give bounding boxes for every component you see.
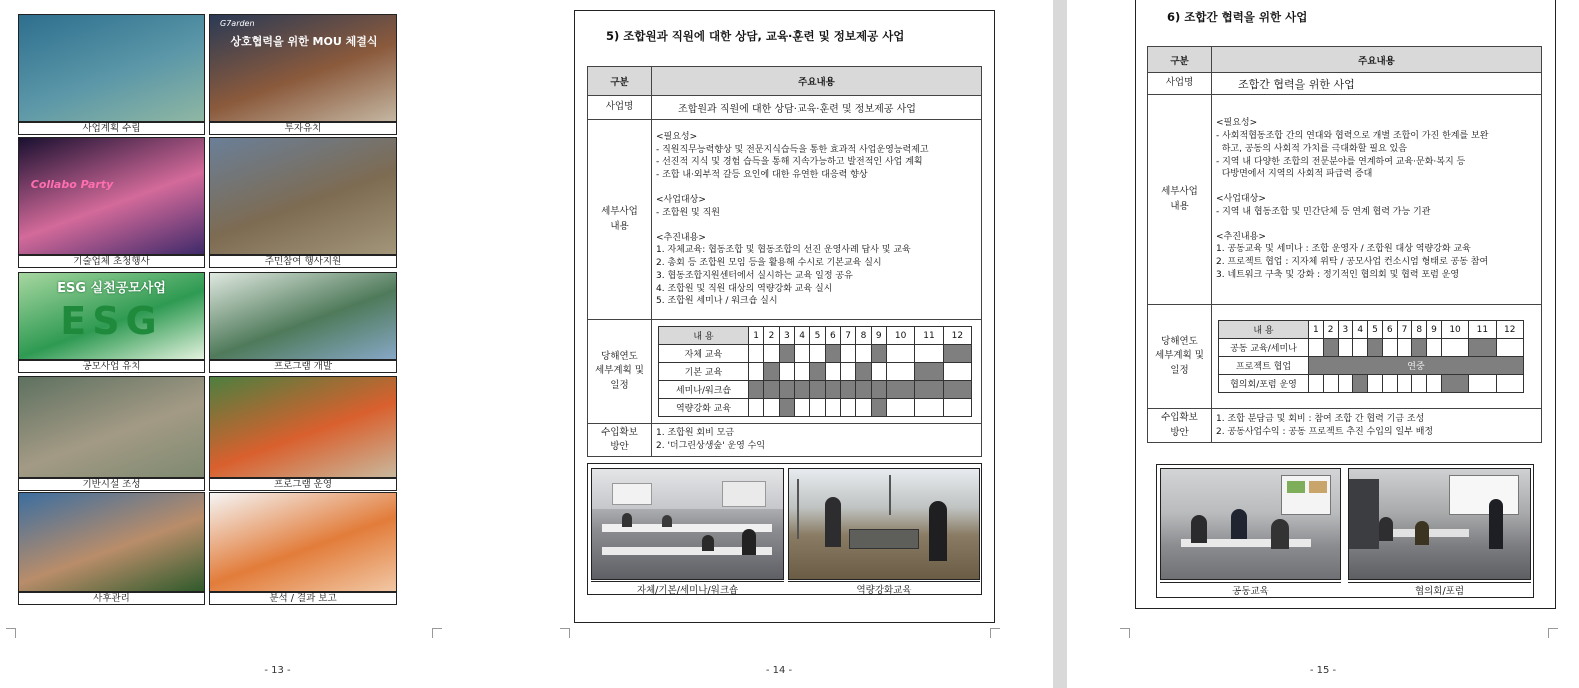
content-line: 1. 공동교육 및 세미나 : 조합 운영자 / 조합원 대상 역량강화 교육	[1216, 244, 1471, 255]
month-header: 1	[1309, 321, 1324, 339]
schedule-cell	[764, 345, 779, 363]
schedule-cell	[1382, 339, 1397, 357]
crop-mark	[1548, 628, 1558, 638]
row-label-income: 수입확보 방안	[588, 424, 652, 457]
schedule-cell	[856, 381, 871, 399]
schedule-item: 기본 교육	[659, 363, 749, 381]
row-label-plan: 당해연도 세부계획 및 일정	[588, 320, 652, 424]
schedule-table	[658, 326, 972, 417]
photo-classroom	[591, 468, 784, 580]
row-label-project: 사업명	[1148, 73, 1212, 95]
schedule-cell	[943, 381, 971, 399]
schedule-cell	[1382, 375, 1397, 393]
schedule-cell	[871, 381, 886, 399]
row-label-detail: 세부사업 내용	[588, 120, 652, 320]
schedule-item: 공동 교육/세미나	[1219, 339, 1309, 357]
crop-mark	[1120, 628, 1130, 638]
schedule-cell	[810, 363, 825, 381]
schedule-cell	[794, 381, 809, 399]
schedule-cell	[749, 381, 764, 399]
detail-content	[652, 120, 982, 320]
schedule-cell	[749, 345, 764, 363]
photo	[209, 272, 397, 360]
schedule-item: 자체 교육	[659, 345, 749, 363]
month-header: 8	[1412, 321, 1427, 339]
content-line: 5. 조합원 세미나 / 워크숍 실시	[656, 296, 778, 307]
month-header: 9	[1427, 321, 1442, 339]
photo	[18, 14, 205, 122]
month-header: 6	[1382, 321, 1397, 339]
income-content	[1212, 409, 1542, 443]
month-header: 5	[1368, 321, 1383, 339]
schedule-cell	[1412, 375, 1427, 393]
photo-caption: 공동교육	[1160, 582, 1341, 596]
content-line: <추진내용>	[656, 232, 706, 243]
business-table	[1147, 46, 1542, 443]
schedule-cell	[1496, 375, 1523, 393]
schedule-cell	[943, 399, 971, 417]
content-line: <필요성>	[1216, 118, 1258, 129]
content-line: 다방면에서 지역의 사회적 파급력 증대	[1216, 169, 1373, 180]
crop-mark	[990, 628, 1000, 638]
schedule-cell	[1427, 375, 1442, 393]
month-header: 4	[794, 327, 809, 345]
content-line: 1. 조합원 회비 모금	[656, 428, 735, 439]
schedule-cell	[840, 381, 855, 399]
schedule-cell	[779, 363, 794, 381]
month-header: 12	[943, 327, 971, 345]
schedule-cell	[1496, 339, 1523, 357]
schedule-cell	[915, 363, 943, 381]
content-line: 2. '더그린상생숲' 운영 수익	[656, 441, 766, 451]
schedule-item: 세미나/워크숍	[659, 381, 749, 399]
content-line: 3. 협동조합지원센터에서 실시하는 교육 일정 공유	[656, 270, 853, 281]
photo	[18, 137, 205, 255]
photo-caption: 주민참여 행사지원	[209, 255, 397, 268]
month-header: 7	[1397, 321, 1412, 339]
schedule-merged-cell: 연중	[1309, 357, 1524, 375]
col-header-category: 구분	[588, 67, 652, 96]
content-line: 2. 총회 등 조합원 모임 등을 활용해 수시로 기본교육 실시	[656, 258, 882, 269]
month-header: 10	[1441, 321, 1468, 339]
crop-mark	[432, 628, 442, 638]
project-name: 조합간 협력을 위한 사업	[1212, 73, 1542, 95]
schedule-cell	[764, 381, 779, 399]
photo	[18, 492, 205, 592]
schedule-cell	[1353, 339, 1368, 357]
photo-caption: 역량강화교육	[788, 581, 980, 594]
month-header: 2	[1323, 321, 1338, 339]
row-label-income: 수입확보 방안	[1148, 409, 1212, 443]
logo-text: G7arden	[220, 19, 255, 28]
schedule-cell	[794, 363, 809, 381]
schedule-cell	[840, 345, 855, 363]
section-heading: 6) 조합간 협력을 위한 사업	[1167, 10, 1308, 24]
content-line: <추진내용>	[1216, 231, 1266, 242]
col-header-content: 주요내용	[652, 67, 982, 96]
content-line: <사업대상>	[1216, 194, 1266, 205]
content-line: - 지역 내 다양한 조합의 전문분야를 연계하여 교육·문화·복지 등	[1216, 156, 1466, 167]
month-header: 7	[840, 327, 855, 345]
content-line	[1216, 219, 1537, 231]
photo-caption: 기술업체 초청행사	[18, 255, 205, 268]
schedule-cell	[794, 345, 809, 363]
content-line	[1216, 181, 1537, 193]
schedule-cell	[779, 399, 794, 417]
page-number: - 13 -	[264, 665, 291, 676]
project-name: 조합원과 직원에 대한 상담·교육·훈련 및 정보제공 사업	[652, 96, 982, 120]
photo-council-forum	[1348, 468, 1531, 580]
schedule-cell	[1427, 339, 1442, 357]
month-header: 1	[749, 327, 764, 345]
photo	[209, 14, 397, 122]
schedule-cell	[1441, 339, 1468, 357]
poster-big-text: ESG	[60, 299, 163, 343]
content-line	[656, 220, 977, 232]
schedule-cell	[1323, 339, 1338, 357]
month-header: 11	[1469, 321, 1496, 339]
schedule-cell	[886, 381, 914, 399]
banner-text: 상호협력을 위한 MOU 체결식	[230, 35, 378, 48]
month-header: 2	[764, 327, 779, 345]
schedule-cell	[871, 345, 886, 363]
content-line: - 선진적 지식 및 경험 습득을 통해 지속가능하고 발전적인 사업 계획	[656, 157, 923, 168]
schedule-cell	[915, 399, 943, 417]
photo	[209, 492, 397, 592]
schedule-cell	[871, 363, 886, 381]
schedule-item: 역량강화 교육	[659, 399, 749, 417]
page-number: - 15 -	[1309, 665, 1337, 676]
schedule-cell	[1469, 375, 1496, 393]
month-header: 10	[886, 327, 914, 345]
col-header-content: 주요내용	[1212, 47, 1542, 73]
photo-caption: 협의회/포럼	[1348, 582, 1531, 596]
schedule-cell	[1368, 339, 1383, 357]
month-header: 9	[871, 327, 886, 345]
page-number: - 14 -	[765, 665, 793, 676]
schedule-cell	[856, 363, 871, 381]
schedule-cell	[1309, 339, 1324, 357]
schedule-item: 프로젝트 협업	[1219, 357, 1309, 375]
poster-text: Collabo Party	[30, 178, 114, 191]
schedule-cell	[840, 399, 855, 417]
month-header: 8	[856, 327, 871, 345]
schedule-cell	[749, 363, 764, 381]
schedule-cell	[1441, 375, 1468, 393]
content-line: 4. 조합원 및 직원 대상의 역량강화 교육 실시	[656, 283, 833, 294]
content-line: 2. 프로젝트 협업 : 지자체 위탁 / 공모사업 컨소시엄 형태로 공동 참여	[1216, 257, 1489, 268]
content-line: 하고, 공동의 사회적 가치를 극대화할 필요 있음	[1216, 143, 1407, 154]
photo-caption: 공모사업 유치	[18, 360, 205, 373]
photo-caption: 투자유치	[209, 122, 397, 135]
schedule-cell	[810, 345, 825, 363]
schedule-cell	[1353, 375, 1368, 393]
month-header: 4	[1353, 321, 1368, 339]
schedule-cell	[1412, 339, 1427, 357]
schedule-cell	[856, 399, 871, 417]
schedule-cell	[749, 399, 764, 417]
photo-caption: 기반시설 조성	[18, 478, 205, 491]
month-header: 12	[1496, 321, 1523, 339]
plan-cell	[1212, 305, 1542, 409]
schedule-cell	[886, 399, 914, 417]
photo	[209, 137, 397, 255]
photo	[209, 376, 397, 478]
content-line: 1. 조합 분담금 및 회비 : 참여 조합 간 협력 기금 조성	[1216, 413, 1425, 424]
page-14	[505, 0, 1053, 688]
schedule-cell	[856, 345, 871, 363]
schedule-header: 내 용	[659, 327, 749, 345]
schedule-cell	[1469, 339, 1496, 357]
month-header: 3	[779, 327, 794, 345]
schedule-cell	[840, 363, 855, 381]
content-line: <사업대상>	[656, 194, 706, 205]
schedule-item: 협의회/포럼 운영	[1219, 375, 1309, 393]
month-header: 11	[915, 327, 943, 345]
section-heading: 5) 조합원과 직원에 대한 상담, 교육·훈련 및 정보제공 사업	[606, 29, 905, 43]
business-table	[587, 66, 982, 457]
content-line: 1. 자체교육: 협동조합 및 협동조합의 선진 운영사례 답사 및 교육	[656, 245, 911, 256]
photo-caption: 분석 / 결과 보고	[209, 592, 397, 605]
schedule-cell	[764, 363, 779, 381]
schedule-cell	[1338, 375, 1353, 393]
content-line: - 지역 내 협동조합 및 민간단체 등 연계 협력 가능 기관	[1216, 206, 1431, 217]
photo	[18, 272, 205, 360]
page-13	[0, 0, 555, 688]
photo-caption: 자체/기본/세미나/워크숍	[591, 581, 784, 594]
schedule-cell	[764, 399, 779, 417]
income-content	[652, 424, 982, 457]
content-line: 3. 네트워크 구축 및 강화 : 정기적인 협의회 및 협력 포럼 운영	[1216, 269, 1460, 280]
content-line: - 사회적협동조합 간의 연대와 협력으로 개별 조합이 가진 한계를 보완	[1216, 131, 1489, 142]
schedule-cell	[871, 399, 886, 417]
content-line: <필요성>	[656, 131, 698, 142]
content-line: - 직원직무능력향상 및 전문지식습득을 통한 효과적 사업운영능력제고	[656, 144, 929, 155]
schedule-cell	[825, 381, 840, 399]
month-header: 5	[810, 327, 825, 345]
schedule-cell	[810, 399, 825, 417]
detail-content	[1212, 95, 1542, 305]
schedule-cell	[825, 399, 840, 417]
schedule-cell	[886, 345, 914, 363]
schedule-cell	[943, 363, 971, 381]
photo-caption: 사업계획 수립	[18, 122, 205, 135]
photo	[18, 376, 205, 478]
schedule-cell	[1338, 339, 1353, 357]
row-label-plan: 당해연도 세부계획 및 일정	[1148, 305, 1212, 409]
photo-caption: 프로그램 운영	[209, 478, 397, 491]
schedule-cell	[915, 345, 943, 363]
month-header: 3	[1338, 321, 1353, 339]
schedule-cell	[810, 381, 825, 399]
content-line: 2. 공동사업수익 : 공동 프로젝트 추진 수입의 일부 배정	[1216, 426, 1434, 437]
content-line	[656, 182, 977, 194]
schedule-cell	[886, 363, 914, 381]
content-line: - 조합원 및 직원	[656, 207, 720, 218]
row-label-project: 사업명	[588, 96, 652, 120]
schedule-cell	[1397, 375, 1412, 393]
photo-caption: 사후관리	[18, 592, 205, 605]
col-header-category: 구분	[1148, 47, 1212, 73]
schedule-cell	[1397, 339, 1412, 357]
schedule-cell	[943, 345, 971, 363]
schedule-cell	[794, 399, 809, 417]
schedule-cell	[779, 381, 794, 399]
poster-title: ESG 실천공모사업	[57, 281, 166, 296]
content-line: - 조합 내·외부적 갈등 요인에 대한 유연한 대응력 향상	[656, 170, 868, 181]
page-15	[1067, 0, 1579, 688]
plan-cell	[652, 320, 982, 424]
crop-mark	[6, 628, 16, 638]
photo-field-training	[788, 468, 980, 580]
month-header: 6	[825, 327, 840, 345]
photo-caption: 프로그램 개발	[209, 360, 397, 373]
schedule-cell	[779, 345, 794, 363]
schedule-cell	[825, 363, 840, 381]
schedule-cell	[915, 381, 943, 399]
schedule-cell	[825, 345, 840, 363]
schedule-cell	[1368, 375, 1383, 393]
schedule-cell	[1309, 375, 1324, 393]
schedule-header: 내 용	[1219, 321, 1309, 339]
row-label-detail: 세부사업 내용	[1148, 95, 1212, 305]
crop-mark	[560, 628, 570, 638]
schedule-table	[1218, 320, 1524, 393]
schedule-cell	[1323, 375, 1338, 393]
photo-joint-education	[1160, 468, 1341, 580]
